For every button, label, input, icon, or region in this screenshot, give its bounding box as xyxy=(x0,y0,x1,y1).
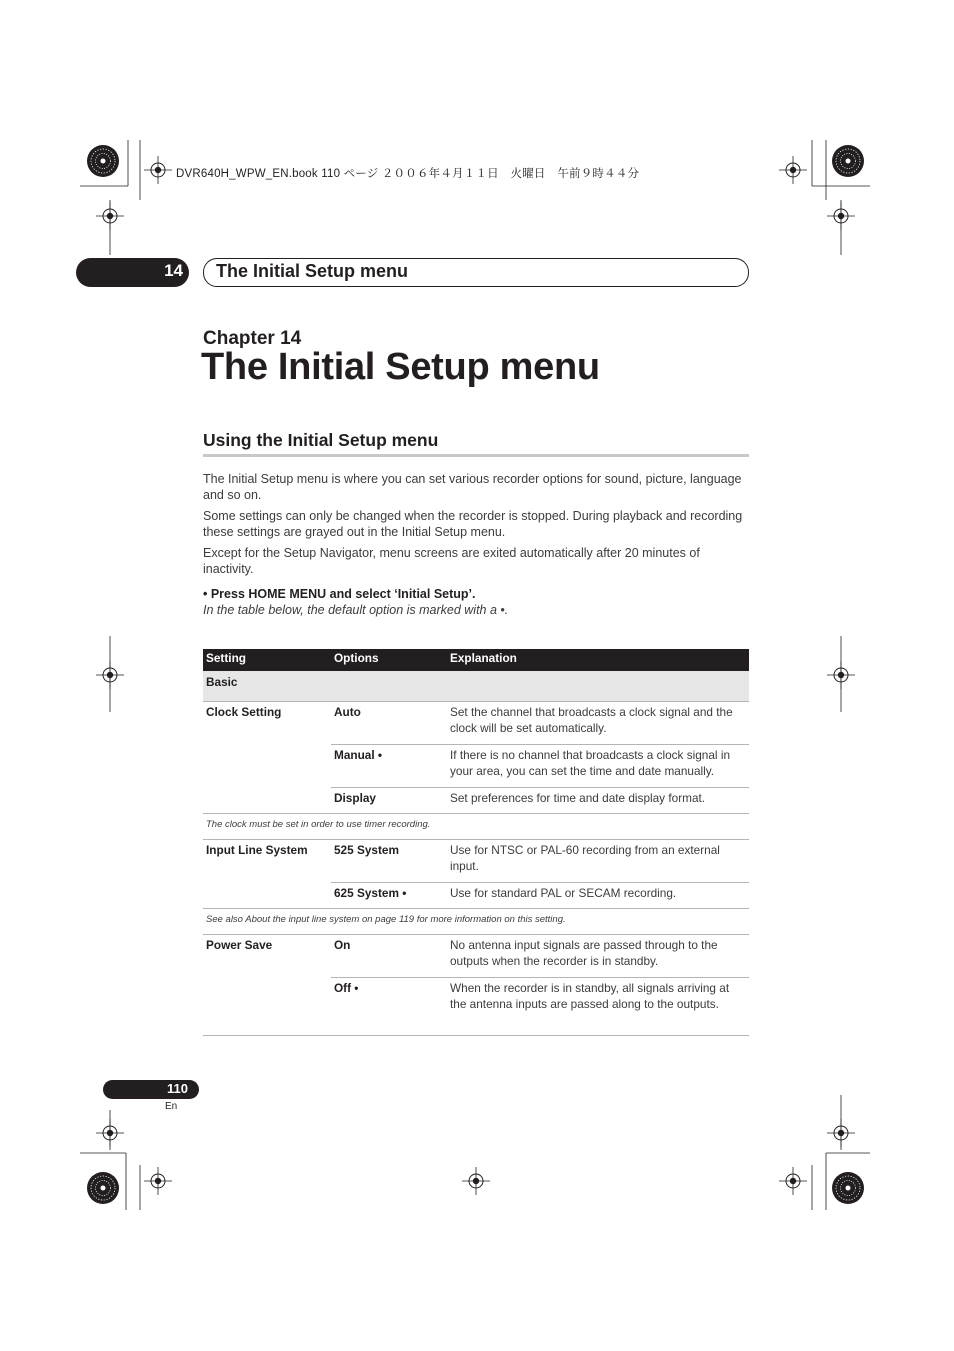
instruction-step: • Press HOME MENU and select ‘Initial Setup’. xyxy=(203,587,476,601)
page-language: En xyxy=(165,1101,178,1112)
chapter-tab-number: 14 xyxy=(164,261,183,280)
column-header: Explanation xyxy=(447,649,749,671)
table-note-row xyxy=(203,814,749,840)
option-name: Auto xyxy=(331,702,447,745)
table-row xyxy=(203,840,749,883)
playback-paragraph: Some settings can only be changed when the recorder is stopped. During playback and recording these settings are grayed out in the Initial Setup menu. xyxy=(203,509,743,539)
print-info: DVR640H_WPW_EN.book 110 ページ ２００６年４月１１日 火曜日 午前９時４４分 xyxy=(176,168,640,180)
group-label: Basic xyxy=(203,671,749,702)
option-explanation: Use for standard PAL or SECAM recording. xyxy=(450,886,677,900)
table-note: The clock must be set in order to use timer recording. xyxy=(203,814,749,840)
table-group-row xyxy=(203,671,749,702)
section-title: Using the Initial Setup menu xyxy=(203,430,439,450)
option-explanation: No antenna input signals are passed through to the outputs when the recorder is in standby. xyxy=(447,935,749,978)
chapter-label: Chapter 14 xyxy=(203,328,302,349)
settings-table xyxy=(203,649,749,1036)
running-header-title: The Initial Setup menu xyxy=(216,261,409,281)
option-name: Display xyxy=(334,791,376,805)
option-name: Off • xyxy=(331,978,447,1036)
table-row xyxy=(203,935,749,978)
column-header: Setting xyxy=(203,649,331,671)
timeout-paragraph: Except for the Setup Navigator, menu screens are exited automatically after 20 minutes of inactivity. xyxy=(203,546,700,576)
section-divider xyxy=(203,454,749,457)
table-row xyxy=(203,702,749,745)
option-name: Manual • xyxy=(331,745,447,788)
option-name: On xyxy=(331,935,447,978)
table-note-row xyxy=(203,909,749,935)
page-number-tab xyxy=(103,1080,199,1099)
setting-name: Power Save xyxy=(203,935,331,1036)
running-header xyxy=(203,258,749,287)
page-number: 110 xyxy=(167,1081,188,1096)
setting-name: Clock Setting xyxy=(206,705,282,719)
chapter-title: The Initial Setup menu xyxy=(201,346,600,388)
option-explanation: Set preferences for time and date display format. xyxy=(450,791,706,805)
option-explanation: When the recorder is in standby, all signals arriving at the antenna inputs are passed along to the outputs. xyxy=(447,978,749,1036)
option-name: 525 System xyxy=(331,840,447,883)
chapter-tab xyxy=(76,258,189,287)
intro-paragraph: The Initial Setup menu is where you can set various recorder options for sound, picture, language and so on. xyxy=(203,472,742,502)
option-explanation: Set the channel that broadcasts a clock signal and the clock will be set automatically. xyxy=(447,702,749,745)
default-note: In the table below, the default option is marked with a •. xyxy=(203,603,509,617)
option-explanation: If there is no channel that broadcasts a clock signal in your area, you can set the time and date manually. xyxy=(447,745,749,788)
table-header-row xyxy=(203,649,749,671)
option-explanation: Use for NTSC or PAL-60 recording from an external input. xyxy=(447,840,749,883)
table-note: See also About the input line system on page 119 for more information on this setting. xyxy=(203,909,749,935)
column-header: Options xyxy=(331,649,447,671)
setting-name: Input Line System xyxy=(206,843,308,857)
option-name: 625 System • xyxy=(334,886,407,900)
